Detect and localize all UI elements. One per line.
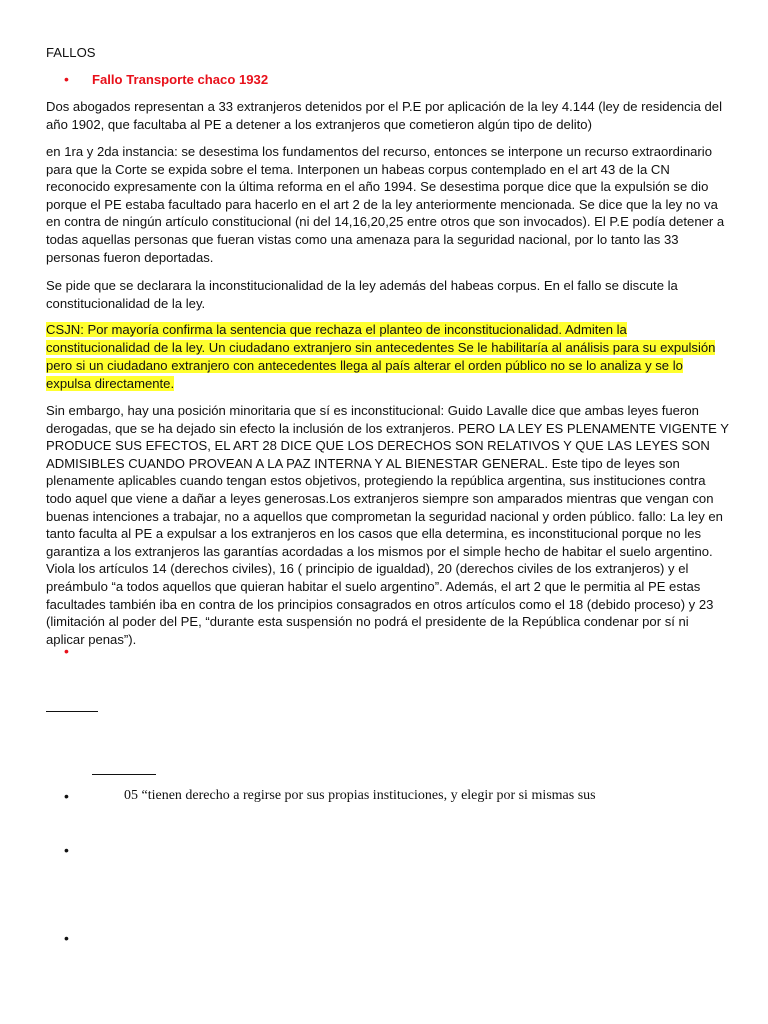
paragraph-5: Sin embargo, hay una posición minoritaria que sí es inconstitucional: Guido Lavalle dice que ambas leyes fueron derogadas, que se ha dejado sin efecto la inclusión de los extranjeros. PERO LA LEY ES PLENAMENTE VIGENTE Y PRODUCE SUS EFECTOS, EL ART 28 DICE QUE LOS DERECHOS SON RELATIVOS Y QUE LAS LEYES SON ADMISIBLES CUANDO PROVEAN A LA PAZ INTERNA Y AL BIENESTAR GENERAL. Este tipo de leyes son plenamente aplicables cuando tengan estos objetivos, protegiendo la república argentina, sus instituciones contra todo aquel que viene a dañar a leyes generosas.Los extranjeros siempre son amparados mientras que vengan con buenas intenciones a trabajar, no a aquellos que comprometan la seguridad nacional y orden público. fallo: La ley en tanto faculta al PE a expulsar a los extranjeros en los casos que ella determina, es inconstitucional porque no les garantiza a los extranjeros las garantías acordadas a los mismos por el simple hecho de habitar el suelo argentino. Viola los artículos 14 (derechos civiles), 16 ( principio de igualdad), 20 (derechos civiles de los extranjeros) y el preámbulo “a todos aquellos que quieran habitar el suelo argentino”. Además, el art 2 que le permitia al PE estas facultades también iba en contra de los principios consagrados en otros artículos como el 18 (debido proceso) y 23 (limitación al poder del PE, “durante esta suspensión no podrá el presidente de la República condenar por sí ni aplicar penas”).	[46, 403, 729, 647]
case-title: Fallo Transporte chaco 1932	[92, 72, 269, 87]
paragraph-1: Dos abogados representan a 33 extranjeros detenidos por el P.E por aplicación de la ley 4.144 (ley de residencia del año 1902, que facultaba al PE a detener a los extranjeros que cometieron algún tipo de delito)	[46, 99, 722, 132]
footnote-text: 05 “tienen derecho a regirse por sus propias instituciones, y elegir por si mismas sus	[124, 788, 596, 803]
separator-rule	[46, 711, 98, 712]
red-bullet-icon: •	[64, 643, 69, 659]
paragraph-2: en 1ra y 2da instancia: se desestima los fundamentos del recurso, entonces se interpone un recurso extraordinario para que la Corte se expida sobre el tema. Interponen un habeas corpus contemplado en el art 43 de la CN reconocido expresamente con la última reforma en el año 1994. Se desestima porque dice que la expulsión se dio porque el PE estaba facultado para hacerlo en el art 2 de la ley anteriormente mencionada. Se dice que la ley no va en contra de ningún artículo constitucional (ni del 14,16,20,25 entre otros que son invocados). El P.E podía detener a todas aquellas personas que fueran vistas como una amenaza para la seguridad nacional, por lo tanto las 33 personas fueron deportadas.	[46, 144, 725, 265]
document-heading: FALLOS	[46, 45, 96, 60]
highlighted-ruling	[46, 321, 726, 393]
footnote-separator-rule	[92, 774, 156, 775]
highlighted-ruling-text: CSJN: Por mayoría confirma la sentencia que rechaza el planteo de inconstitucionalidad. Admiten la constitucionalidad de la ley. Un ciudadano extranjero sin antecedentes Se le habilitaría al análisis para su expulsión pero si un ciudadano extranjero con antecedentes llega al país alterar el orden público no se lo analiza y se lo expulsa directamente.	[46, 322, 716, 391]
black-bullet-icon: •	[64, 788, 69, 804]
black-bullet-icon: •	[64, 930, 69, 946]
red-bullet-icon: •	[64, 71, 69, 87]
paragraph-3: Se pide que se declarara la inconstitucionalidad de la ley además del habeas corpus. En el fallo se discute la constitucionalidad de la ley.	[46, 278, 678, 311]
black-bullet-icon: •	[64, 842, 69, 858]
